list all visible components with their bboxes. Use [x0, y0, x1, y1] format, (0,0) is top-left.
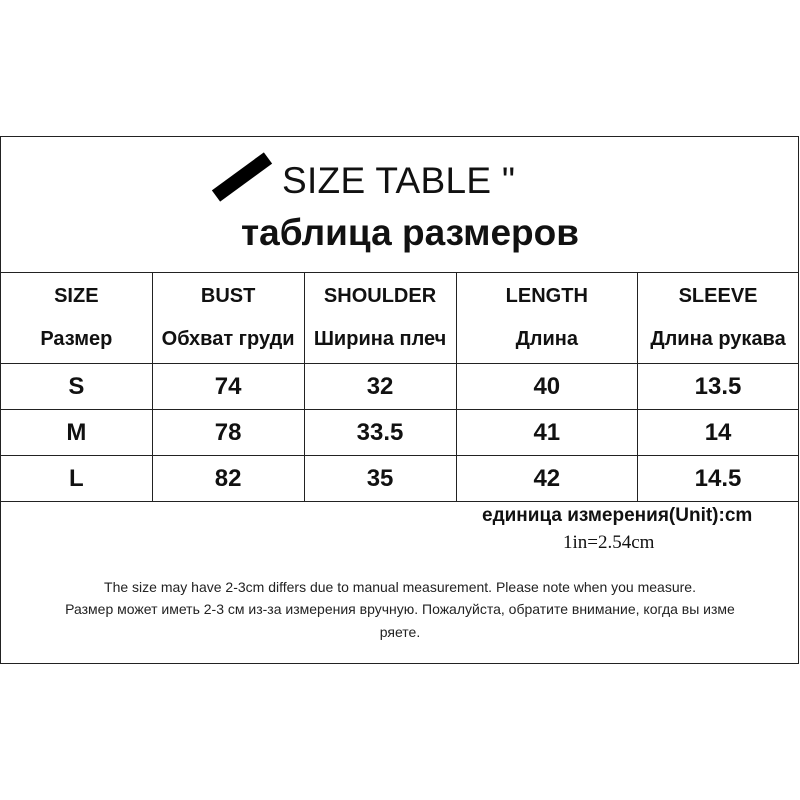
table-cell: M	[1, 410, 153, 456]
table-cell: 42	[456, 456, 638, 502]
measurement-note-ru: Размер может иметь 2-3 см из-за измерения вручную. Пожалуйста, обратите внимание, когда вы изме	[65, 601, 735, 617]
table-cell: 14.5	[638, 456, 799, 502]
column-header: SIZE Размер	[1, 273, 153, 364]
slash-decoration-icon	[208, 150, 278, 210]
table-cell: 40	[456, 364, 638, 410]
table-cell: 35	[304, 456, 456, 502]
size-table	[0, 272, 799, 502]
table-cell: 33.5	[304, 410, 456, 456]
table-cell: 13.5	[638, 364, 799, 410]
table-cell: 14	[638, 410, 799, 456]
table-cell: 78	[152, 410, 304, 456]
inch-conversion-label: 1in=2.54cm	[563, 532, 655, 553]
table-cell: L	[1, 456, 153, 502]
column-header: SLEEVE Длина рукава	[638, 273, 799, 364]
table-row	[1, 456, 799, 502]
column-header: SHOULDER Ширина плеч	[304, 273, 456, 364]
table-cell: 41	[456, 410, 638, 456]
unit-label: единица измерения(Unit):cm	[482, 505, 753, 526]
column-header: BUST Обхват груди	[152, 273, 304, 364]
measurement-note-en: The size may have 2-3cm differs due to manual measurement. Please note when you measure.	[104, 579, 696, 595]
table-cell: 32	[304, 364, 456, 410]
table-row	[1, 410, 799, 456]
table-cell: 82	[152, 456, 304, 502]
page-subtitle: таблица размеров	[241, 212, 579, 253]
table-cell: 74	[152, 364, 304, 410]
column-header: LENGTH Длина	[456, 273, 638, 364]
table-cell: S	[1, 364, 153, 410]
table-row	[1, 364, 799, 410]
page-title: SIZE TABLE "	[282, 160, 516, 201]
measurement-note-ru-continued: ряете.	[379, 624, 421, 640]
table-header-row	[1, 273, 799, 364]
